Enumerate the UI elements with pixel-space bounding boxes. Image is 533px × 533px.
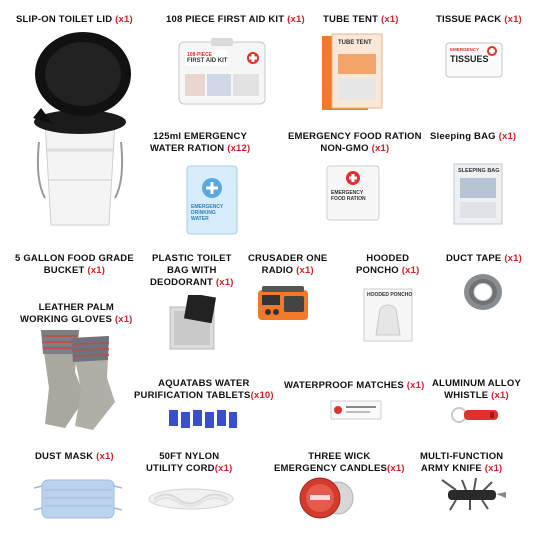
sleeping-bag-image — [452, 162, 504, 226]
item-name: DUCT TAPE — [446, 253, 502, 264]
item-qty: (x1) — [491, 390, 509, 401]
item-qty: (x1) — [401, 265, 420, 276]
item-qty: (x1) — [215, 277, 234, 288]
item-qty: (x1) — [371, 143, 390, 154]
label-whistle — [432, 378, 521, 402]
first-aid-box-small-text: 108-PIECE — [187, 52, 213, 58]
item-qty: (x12) — [227, 143, 251, 154]
item-qty: (x1) — [287, 14, 305, 25]
label-duct-tape — [446, 253, 522, 265]
tissue-pack-text: TISSUES — [450, 54, 489, 64]
label-toilet-lid — [16, 14, 133, 26]
item-name-line1: CRUSADER ONE — [248, 253, 328, 264]
item-name: DUST MASK — [35, 451, 94, 462]
item-name-line2: WATER RATION — [150, 143, 225, 154]
tube-tent-image — [320, 32, 386, 112]
item-name-line1: MULTI-FUNCTION — [420, 451, 504, 462]
label-aquatabs — [134, 378, 274, 402]
item-name-line1: AQUATABS WATER — [158, 378, 250, 389]
item-qty: (x10) — [250, 390, 274, 401]
food-ration-image — [325, 164, 381, 222]
label-knife — [420, 451, 503, 475]
item-name-line2: WORKING GLOVES — [20, 314, 112, 325]
whistle-image — [450, 404, 500, 426]
label-cord — [146, 451, 232, 475]
water-ration-image — [185, 164, 239, 236]
item-qty: (x1) — [406, 380, 425, 391]
item-name-line2: BAG WITH — [166, 265, 217, 276]
poncho-image — [362, 287, 414, 343]
poncho-pack-text: HOODED PONCHO — [367, 292, 413, 298]
gloves-image — [35, 328, 119, 432]
item-qty: (x1) — [498, 131, 517, 142]
label-first-aid-kit — [166, 14, 305, 26]
label-tube-tent — [323, 14, 399, 26]
army-knife-image — [436, 476, 508, 512]
label-matches — [284, 380, 424, 392]
item-name-line1: THREE WICK — [308, 451, 371, 462]
item-qty: (x1) — [87, 265, 106, 276]
first-aid-box-text: FIRST AID KIT — [187, 58, 228, 64]
nylon-cord-image — [146, 484, 236, 514]
item-name-line1: 50FT NYLON — [159, 451, 220, 462]
item-name: SLIP-ON TOILET LID — [16, 14, 113, 25]
label-gloves — [20, 302, 133, 326]
bucket-with-toilet-lid-image — [25, 30, 135, 230]
item-qty: (x1) — [296, 265, 314, 276]
radio-image — [256, 286, 310, 322]
first-aid-kit-image — [177, 38, 267, 108]
item-name-line2: PONCHO — [356, 265, 399, 276]
label-sleeping-bag — [430, 131, 516, 143]
label-poncho — [356, 253, 419, 277]
label-radio — [248, 253, 327, 277]
item-qty: (x1) — [504, 253, 523, 264]
label-candles — [274, 451, 405, 475]
dust-mask-image — [32, 474, 124, 522]
aquatabs-image — [168, 408, 238, 430]
item-name: WATERPROOF MATCHES — [284, 380, 404, 391]
item-name-line3: DEODORANT — [150, 277, 214, 288]
item-name-line1: 125ml EMERGENCY — [153, 131, 248, 142]
item-qty: (x1) — [96, 451, 114, 462]
item-qty: (x1) — [387, 463, 405, 474]
item-name: TISSUE PACK — [436, 14, 502, 25]
item-name-line2: PURIFICATION TABLETS — [134, 390, 251, 401]
waterproof-matches-image — [330, 400, 382, 420]
tissue-pack-small-text: EMERGENCY — [450, 47, 480, 52]
sleeping-bag-pack-text: SLEEPING BAG — [458, 168, 500, 174]
duct-tape-image — [462, 272, 504, 312]
item-name-line2: NON-GMO — [320, 143, 369, 154]
candles-tin-image — [298, 476, 354, 520]
label-water-ration — [150, 131, 250, 155]
item-name-line2: WHISTLE — [444, 390, 489, 401]
item-name-line1: ALUMINUM ALLOY — [432, 378, 521, 389]
item-name-line1: EMERGENCY FOOD RATION — [288, 131, 422, 142]
tissue-pack-image — [445, 42, 503, 78]
item-name-line1: 5 GALLON FOOD GRADE — [15, 253, 134, 264]
item-name-line2: EMERGENCY CANDLES — [274, 463, 388, 474]
item-name: 108 PIECE FIRST AID KIT — [166, 14, 285, 25]
item-name-line1: LEATHER PALM — [38, 302, 114, 313]
item-name-line2: ARMY KNIFE — [420, 463, 482, 474]
item-name-line2: BUCKET — [43, 265, 85, 276]
tube-tent-pack-text: TUBE TENT — [338, 40, 372, 46]
label-toilet-bag — [150, 253, 234, 289]
item-name: TUBE TENT — [323, 14, 379, 25]
toilet-bag-image — [168, 295, 224, 351]
label-dust-mask — [35, 451, 114, 463]
item-qty: (x1) — [115, 14, 133, 25]
water-pack-text: EMERGENCY DRINKING WATER — [191, 204, 224, 222]
item-name-line2: UTILITY CORD — [146, 463, 215, 474]
item-qty: (x1) — [484, 463, 503, 474]
food-pack-text: EMERGENCY FOOD RATION — [331, 190, 366, 202]
item-name-line1: HOODED — [366, 253, 410, 264]
label-tissue-pack — [436, 14, 522, 26]
item-qty: (x1) — [114, 314, 133, 325]
label-bucket — [15, 253, 134, 277]
item-name: Sleeping BAG — [430, 131, 496, 142]
item-qty: (x1) — [380, 14, 399, 25]
item-qty: (x1) — [504, 14, 522, 25]
item-qty: (x1) — [214, 463, 233, 474]
label-food-ration — [288, 131, 422, 155]
item-name-line1: PLASTIC TOILET — [151, 253, 232, 264]
item-name-line2: RADIO — [261, 265, 294, 276]
